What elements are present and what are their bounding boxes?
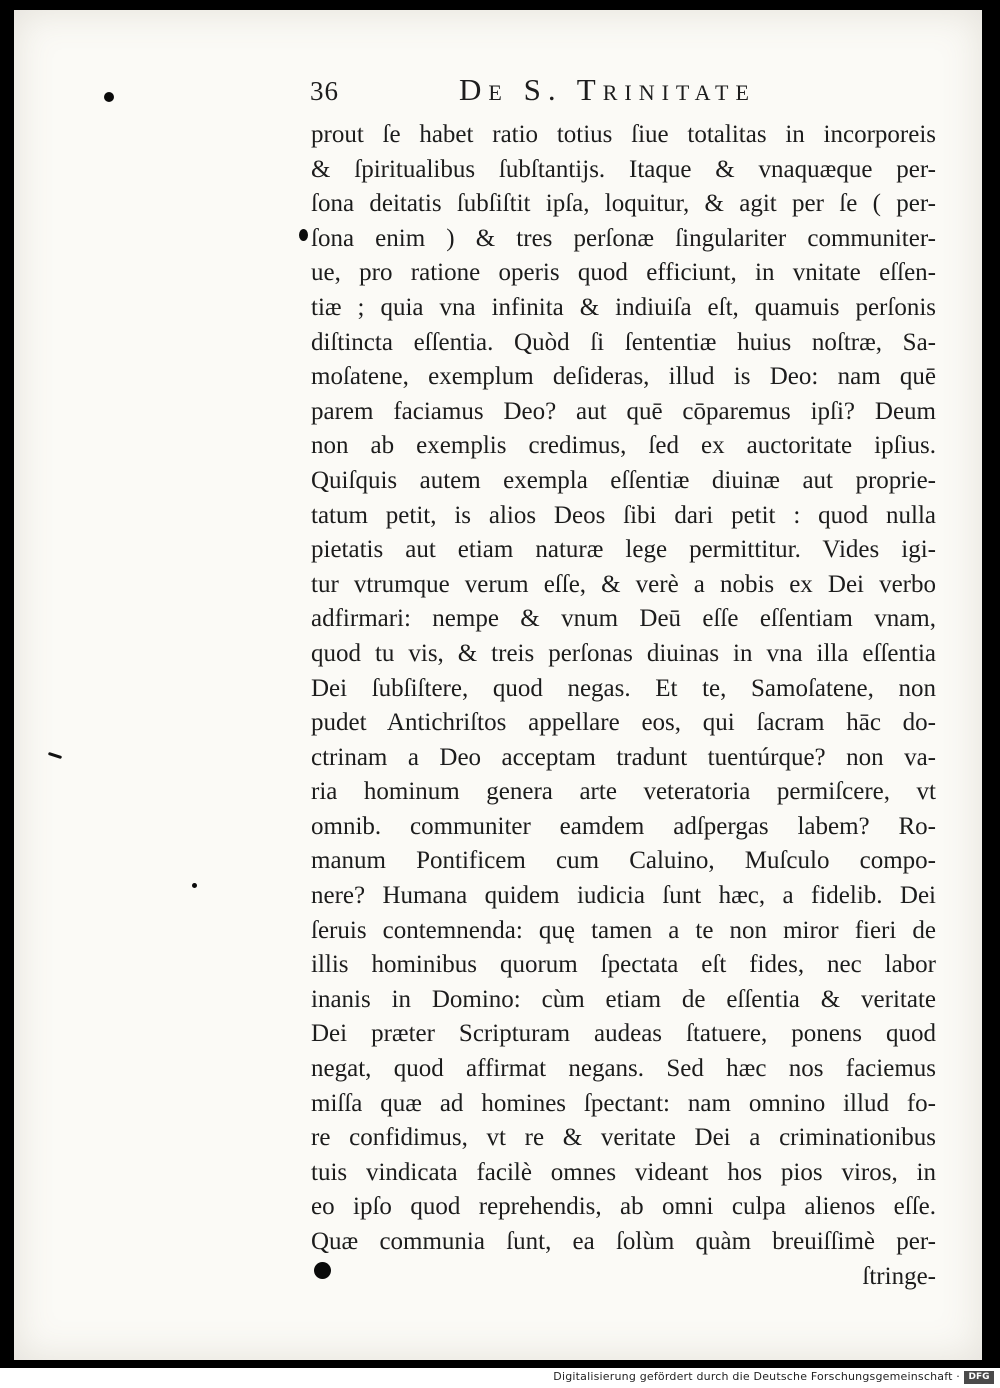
text-line: pudet Antichriſtos appellare eos, qui ſacram hāc do- bbox=[311, 709, 936, 737]
ink-speck bbox=[314, 1262, 331, 1279]
body-text bbox=[311, 118, 936, 1294]
digitization-footer bbox=[0, 1368, 1000, 1388]
text-line: omnib. communiter eamdem adſpergas labem? Ro- bbox=[311, 812, 936, 840]
dfg-logo: DFG bbox=[964, 1371, 994, 1384]
page-header bbox=[14, 70, 982, 120]
text-line: ctrinam a Deo acceptam tradunt tuentúrque? non va- bbox=[311, 743, 936, 771]
text-line: ue, pro ratione operis quod efficiunt, in vnitate eſſen- bbox=[311, 259, 936, 287]
text-line: nere? Humana quidem iudicia ſunt hæc, a fidelib. Dei bbox=[311, 882, 936, 910]
text-line: negat, quod affirmat negans. Sed hæc nos faciemus bbox=[311, 1055, 936, 1083]
text-line: quod tu vis, & treis perſonas diuinas in vna illa eſſentia bbox=[311, 639, 936, 667]
running-head: De S. Trinitate bbox=[459, 72, 756, 107]
text-line: tur vtrumque verum eſſe, & verè a nobis ex Dei verbo bbox=[311, 570, 936, 598]
text-line: Dei præter Scripturam audeas ſtatuere, ponens quod bbox=[311, 1020, 936, 1048]
text-line: Quæ communia ſunt, ea ſolùm quàm breuiſſimè per- bbox=[311, 1228, 936, 1255]
page-number: 36 bbox=[310, 76, 339, 106]
text-line: re confidimus, vt re & veritate Dei a criminationibus bbox=[311, 1124, 936, 1152]
text-line: Quiſquis autem exempla eſſentiæ diuinæ aut proprie- bbox=[311, 466, 936, 494]
text-line: parem faciamus Deo? aut quē cōparemus ipſi? Deum bbox=[311, 397, 936, 425]
text-line: eo ipſo quod reprehendis, ab omni culpa alienos eſſe. bbox=[311, 1193, 936, 1221]
text-line: tatum petit, is alios Deos ſibi dari petit : quod nulla bbox=[311, 501, 936, 529]
ink-speck bbox=[104, 92, 114, 102]
catchword: ſtringe- bbox=[862, 1262, 936, 1290]
text-line: tuis vindicata facilè omnes videant hos pios viros, in bbox=[311, 1158, 936, 1186]
text-line: ria hominum genera arte veteratoria permiſcere, vt bbox=[311, 778, 936, 806]
text-line: tiæ ; quia vna infinita & indiuiſa eſt, quamuis perſonis bbox=[311, 293, 936, 321]
text-line: ſeruis contemnenda: quę tamen a te non miror fieri de bbox=[311, 916, 936, 944]
text-line: adfirmari: nempe & vnum Deū eſſe eſſentiam vnam, bbox=[311, 605, 936, 633]
text-line: illis hominibus quorum ſpectata eſt fides, nec labor bbox=[311, 951, 936, 979]
book-page bbox=[14, 10, 982, 1360]
text-line: manum Pontificem cum Caluino, Muſculo compo- bbox=[311, 847, 936, 875]
ink-speck bbox=[299, 229, 308, 241]
text-line: miſſa quæ ad homines ſpectant: nam omnino illud fo- bbox=[311, 1089, 936, 1117]
text-line: moſatene, exemplum deſideras, illud is Deo: nam quē bbox=[311, 363, 936, 391]
ink-speck bbox=[192, 883, 197, 888]
text-line: non ab exemplis credimus, ſed ex auctoritate ipſius. bbox=[311, 432, 936, 460]
margin-mark bbox=[48, 752, 62, 759]
funding-note: Digitalisierung gefördert durch die Deutsche Forschungsgemeinschaft · bbox=[553, 1370, 960, 1383]
text-line: Dei ſubſiſtere, quod negas. Et te, Samoſatene, non bbox=[311, 674, 936, 702]
text-line: inanis in Domino: cùm etiam de eſſentia & veritate bbox=[311, 985, 936, 1013]
text-line: diſtincta eſſentia. Quòd ſi ſententiæ huius noſtræ, Sa- bbox=[311, 328, 936, 356]
text-line: & ſpiritualibus ſubſtantijs. Itaque & vnaquæque per- bbox=[311, 155, 936, 183]
text-line: prout ſe habet ratio totius ſiue totalitas in incorporeis bbox=[311, 121, 936, 148]
text-line: ſona enim ) & tres perſonæ ſingulariter communiter- bbox=[311, 224, 936, 252]
text-line: ſona deitatis ſubſiſtit ipſa, loquitur, & agit per ſe ( per- bbox=[311, 190, 936, 218]
text-line: pietatis aut etiam naturæ lege permittitur. Vides igi- bbox=[311, 536, 936, 564]
